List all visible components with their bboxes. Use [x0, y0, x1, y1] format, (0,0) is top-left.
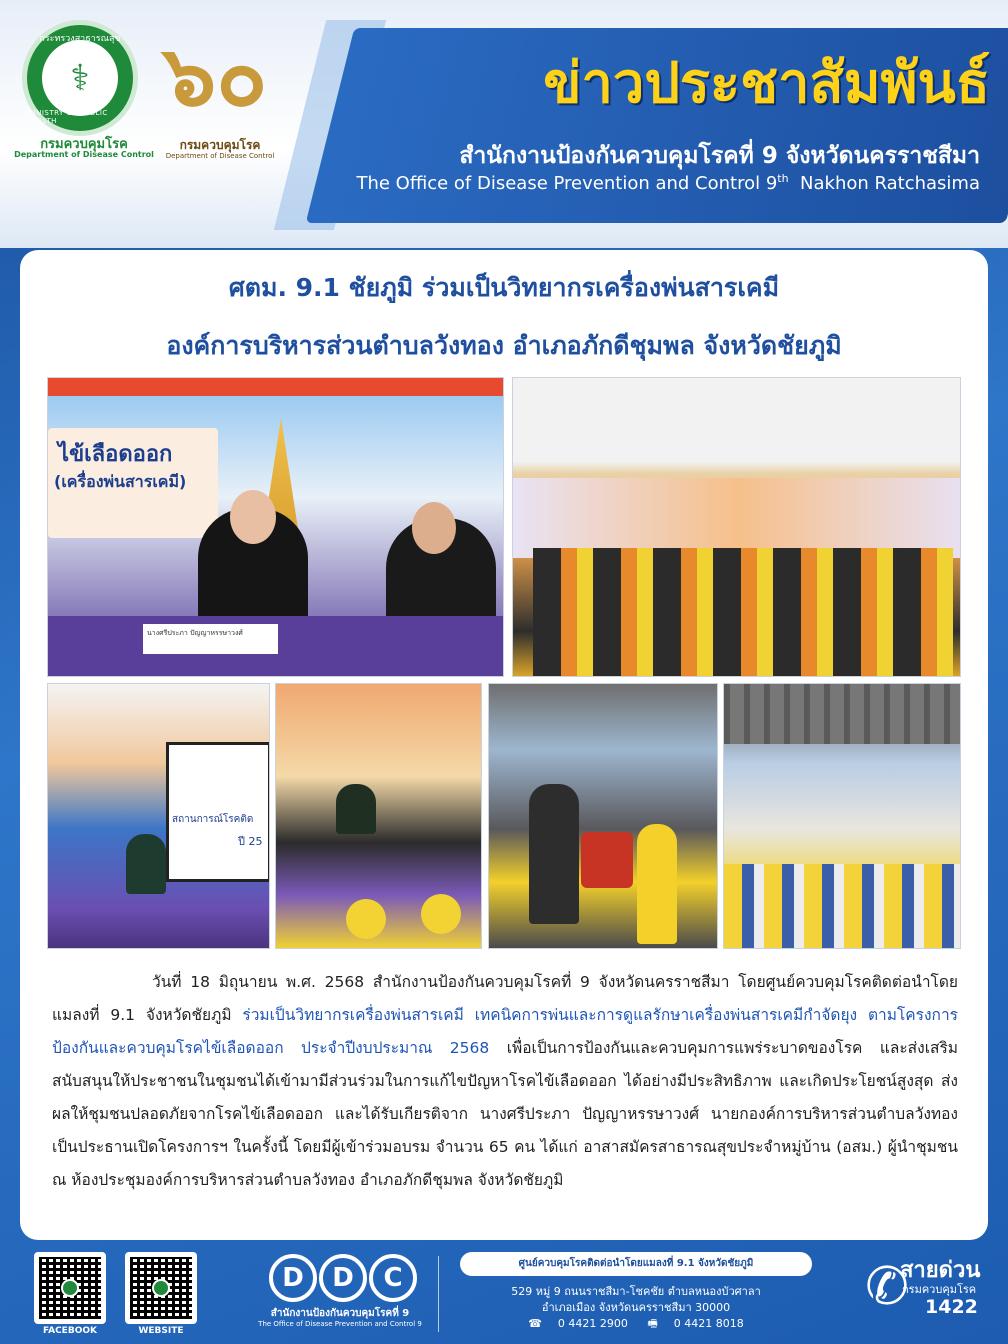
fax-icon: 🖷	[647, 1317, 658, 1330]
office-name-en	[330, 172, 980, 194]
photo-lecturer	[275, 683, 482, 949]
ddc-name-en-2: Department of Disease Control	[165, 152, 275, 160]
article-body-part-1: วันที่ 18 มิถุนายน พ.ศ. 2568 สำนักงานป้องกันควบคุมโรคที่ 9 จังหวัดนครราชสีมา โดยศูนย์ควบคุมโรคติดต่อนำโดยแมลงที่ 9.1 จังหวัดชัยภูมิ	[52, 973, 958, 1024]
phone-handset-icon: ✆	[865, 1257, 909, 1317]
ddc-name-en: Department of Disease Control	[14, 150, 154, 159]
screen-title: สถานการณ์โรคติด	[172, 814, 254, 825]
qr-center-logo-icon	[61, 1279, 79, 1297]
ddc-letter: D	[319, 1254, 367, 1302]
office-name-en-city: Nakhon Ratchasima	[800, 173, 980, 194]
anniversary-60-logo: ๖๐	[162, 26, 268, 125]
hotline-number[interactable]: 1422	[925, 1296, 978, 1318]
phone-1[interactable]: 0 4421 2900	[557, 1317, 628, 1330]
flower-decoration-1	[346, 899, 386, 939]
caduceus-icon: ⚕	[42, 40, 118, 116]
group-of-people	[533, 548, 953, 677]
banner-text: ไข้เลือดออก	[58, 442, 173, 467]
speaker-1-face	[230, 490, 276, 544]
qr-center-logo-icon	[152, 1279, 170, 1297]
moph-logo-ring-text: MINISTRY OF PUBLIC HEALTH	[27, 109, 108, 125]
ddc-name-th: กรมควบคุมโรค	[40, 137, 128, 152]
article-body-part-2: เพื่อเป็นการป้องกันและควบคุมการแพร่ระบาดของโรค และส่งเสริมสนับสนุนให้ประชาชนในชุมชนได้เข้ามามีส่วนร่วมในการแก้ไขปัญหาโรคไข้เลือดออก ได้อย่างมีประสิทธิภาพ และเกิดประโยชน์สูงสุด ส่งผลให้ชุมชนปลอดภัยจากโรคไข้เลือดออก และได้รับเกียรติจาก นางศรีประภา ปัญญาหรรษาวงศ์ นายกองค์การบริหารส่วนตำบลวังทอง เป็นประธานเปิดโครงการฯ ในครั้งนี้ โดยมีผู้เข้าร่วมอบรม จำนวน 65 คน ได้แก่ อาสาสมัครสาธารณสุขประจำหมู่บ้าน (อสม.) ผู้นำชุมชน ณ ห้องประชุมองค์การบริหารส่วนตำบลวังทอง อำเภอภักดีชุมพล จังหวัดชัยภูมิ	[52, 1039, 958, 1189]
header-banner	[0, 0, 1008, 248]
speaker-2-face	[412, 502, 456, 554]
qr-pattern	[130, 1257, 192, 1319]
office-name-th: สำนักงานป้องกันควบคุมโรคที่ 9 จังหวัดนครราชสีมา	[459, 143, 980, 169]
website-label: WEBSITE	[138, 1326, 184, 1336]
ddc-logo	[268, 1254, 418, 1308]
banner-text-2: (เครื่องพ่นสารเคมี)	[54, 472, 187, 491]
ddc-letter: D	[269, 1254, 317, 1302]
participant	[637, 824, 677, 944]
page-title: ข่าวประชาสัมพันธ์	[543, 51, 990, 116]
address-line-1: 529 หมู่ 9 ถนนราชสีมา-โชคชัย ตำบลหนองบัวศาลา	[511, 1285, 761, 1298]
phone-icon: ☎	[528, 1317, 542, 1330]
nameplate: นางศรีประภา ปัญญาหรรษาวงศ์	[143, 624, 278, 654]
flower-decoration-2	[421, 894, 461, 934]
footer-divider	[438, 1256, 439, 1332]
stage-banner	[513, 478, 961, 558]
address-line-2: อำเภอเมือง จังหวัดนครราชสีมา 30000	[541, 1301, 731, 1314]
article-title-line-1: ศตม. 9.1 ชัยภูมิ ร่วมเป็นวิทยากรเครื่องพ่นสารเคมี	[228, 273, 780, 302]
hotline-title: สายด่วน	[900, 1258, 981, 1283]
photo-sprayer-demo	[488, 683, 718, 949]
phone-2[interactable]: 0 4421 8018	[673, 1317, 744, 1330]
qr-pattern	[39, 1257, 101, 1319]
website-qr-code[interactable]	[125, 1252, 197, 1324]
banner-top-stripe	[48, 378, 504, 396]
screen-year: ปี 25	[238, 835, 263, 848]
unit-name-pill: ศูนย์ควบคุมโรคติดต่อนำโดยแมลงที่ 9.1 จังหวัดชัยภูมิ	[460, 1252, 812, 1276]
ddc-letter: C	[369, 1254, 417, 1302]
roof-structure	[724, 684, 961, 744]
photo-presentation	[47, 683, 270, 949]
photo-group	[512, 377, 961, 677]
trainer	[529, 784, 579, 924]
audience-crowd	[724, 864, 961, 949]
presenter	[126, 834, 166, 894]
article-body	[52, 966, 958, 1197]
facebook-label: FACEBOOK	[43, 1326, 97, 1336]
office-name-en-main: The Office of Disease Prevention and Control 9	[356, 173, 778, 194]
phone-numbers	[460, 1315, 812, 1334]
ddc-name-th-2: กรมควบคุมโรค	[179, 138, 261, 152]
fogging-machine	[581, 832, 633, 888]
footer-office-th: สำนักงานป้องกันควบคุมโรคที่ 9	[270, 1308, 410, 1319]
hotline-subtitle: กรมควบคุมโรค	[902, 1283, 977, 1296]
footer-office-en: The Office of Disease Prevention and Control 9	[258, 1320, 422, 1328]
lecturer	[336, 784, 376, 834]
article-title-line-2: องค์การบริหารส่วนตำบลวังทอง อำเภอภักดีชุมพล จังหวัดชัยภูมิ	[166, 331, 842, 360]
photo-opening-speakers	[47, 377, 504, 677]
moph-logo	[22, 20, 138, 136]
office-name-en-sup: th	[777, 172, 789, 185]
facebook-qr-code[interactable]	[34, 1252, 106, 1324]
photo-audience	[723, 683, 961, 949]
article-body-highlight: ร่วมเป็นวิทยากรเครื่องพ่นสารเคมี เทคนิคการพ่นและการดูแลรักษาเครื่องพ่นสารเคมีกำจัดยุง ตามโครงการป้องกันและควบคุมโรคไข้เลือดออก ประจำปีงบประมาณ 2568	[52, 1006, 958, 1057]
moph-logo-top-text: กระทรวงสาธารณสุข	[39, 34, 121, 44]
